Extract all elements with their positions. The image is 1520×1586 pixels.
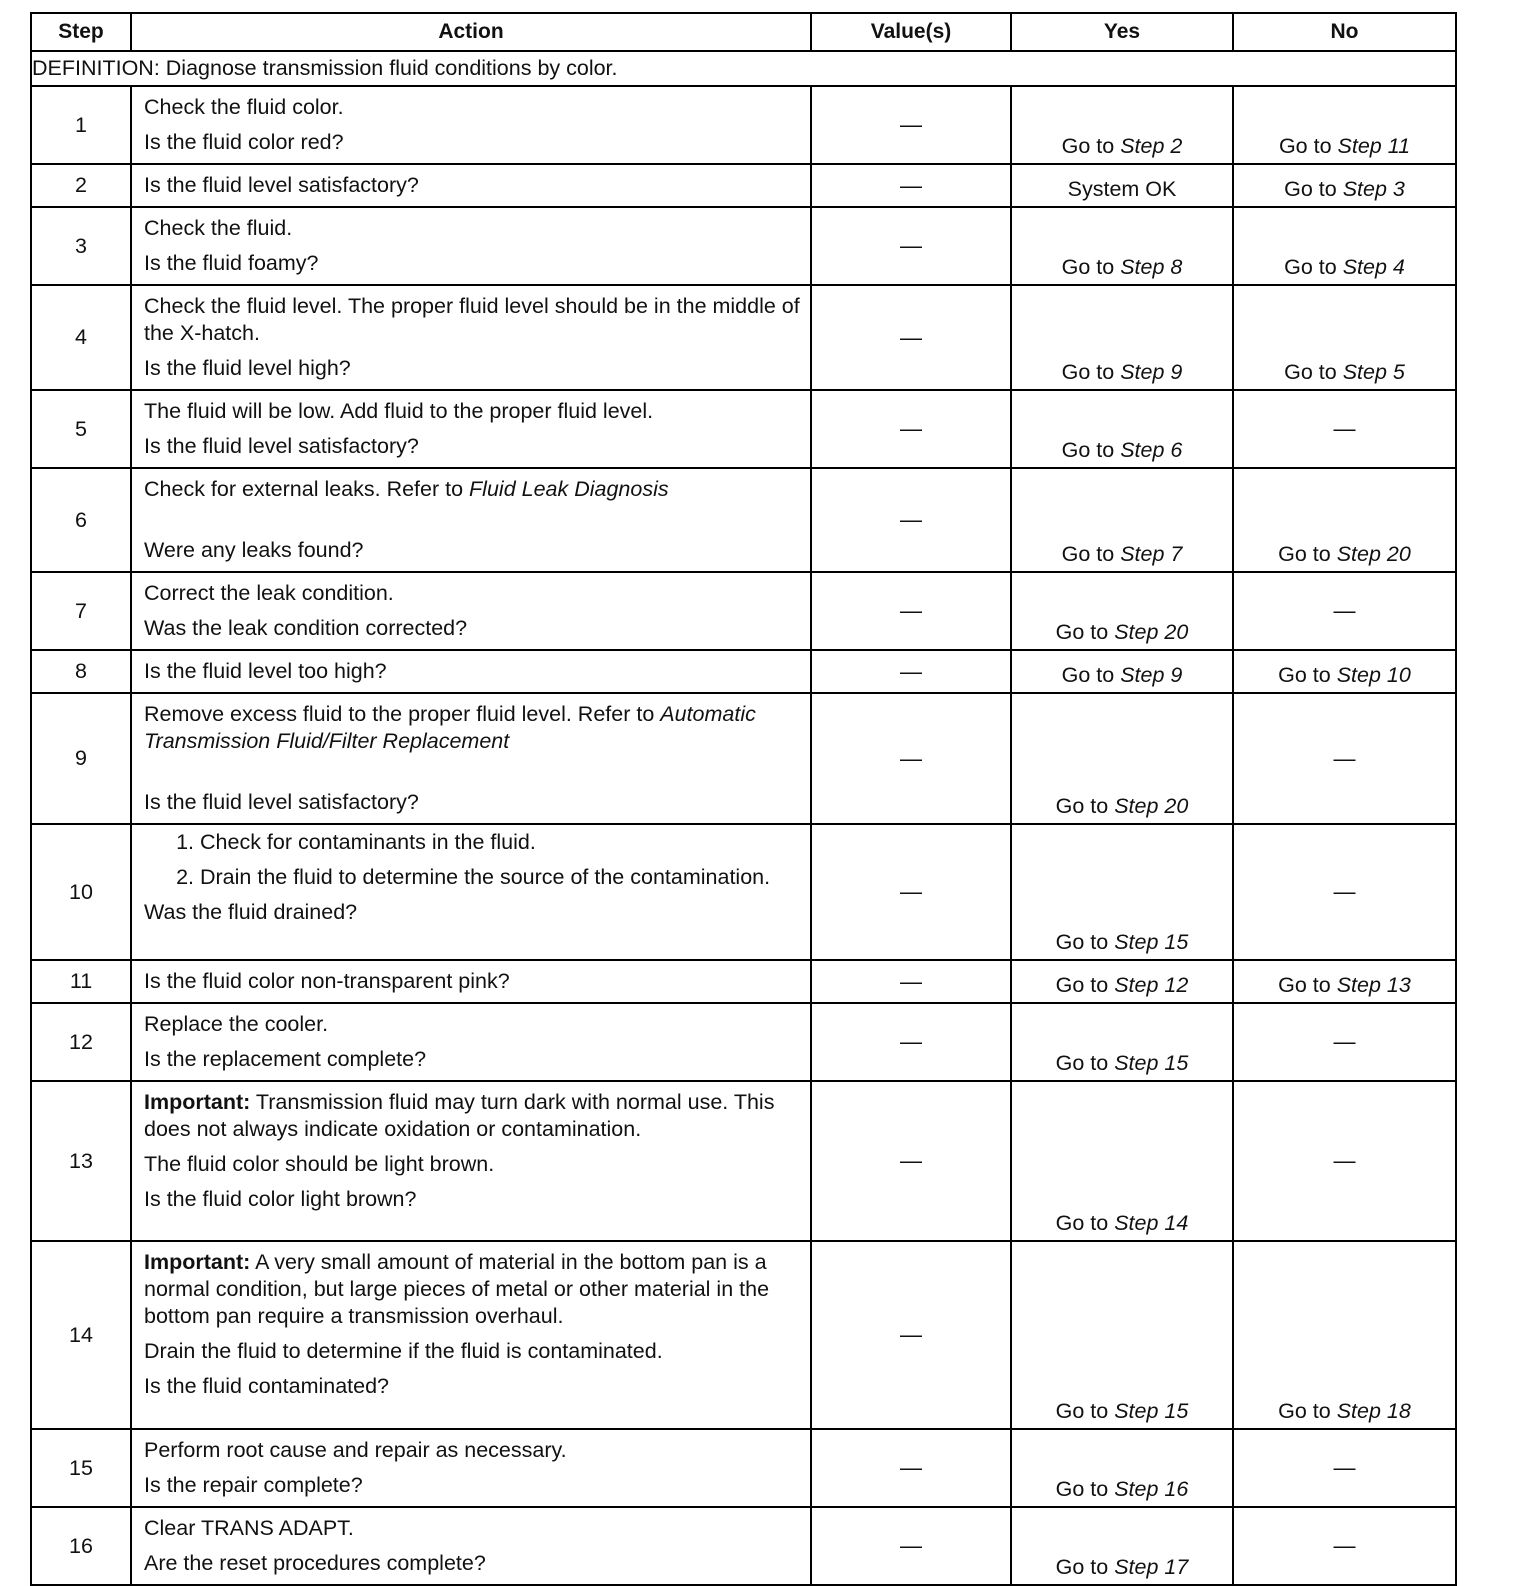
- action-cell: [131, 824, 811, 960]
- step-number: 11: [31, 960, 131, 1003]
- step-reference: Step 13: [1336, 973, 1411, 997]
- definition-text: DEFINITION: Diagnose transmission fluid conditions by color.: [31, 51, 1456, 86]
- step-reference: Step 20: [1114, 620, 1189, 644]
- header-action: Action: [131, 13, 811, 51]
- table-row: [31, 164, 1456, 207]
- yes-cell: [1011, 207, 1233, 285]
- action-instruction: [144, 293, 800, 347]
- go-to-label: Go to: [1278, 1399, 1337, 1423]
- value-cell: —: [811, 390, 1011, 468]
- yes-cell: [1011, 285, 1233, 390]
- no-cell: [1233, 468, 1456, 572]
- action-question: Is the fluid level high?: [144, 356, 351, 380]
- table-row: [31, 960, 1456, 1003]
- go-to-label: Go to: [1061, 542, 1121, 566]
- value-cell: —: [811, 1507, 1011, 1585]
- action-cell: [131, 1081, 811, 1241]
- action-question: Was the fluid drained?: [144, 900, 358, 924]
- reference-link: Fluid Leak Diagnosis: [469, 477, 669, 501]
- spacer: [144, 506, 800, 534]
- action-question: Is the fluid color red?: [144, 130, 344, 154]
- yes-go-to: [1056, 794, 1189, 818]
- go-to-label: Go to: [1055, 973, 1115, 997]
- step-number: 5: [31, 390, 131, 468]
- value-cell: —: [811, 1081, 1011, 1241]
- instruction-text: The fluid will be low. Add fluid to the proper fluid level.: [144, 399, 654, 423]
- action-list-item: 1. Check for contaminants in the fluid.: [200, 829, 800, 856]
- action-cell: [131, 285, 811, 390]
- table-row: [31, 824, 1456, 960]
- yes-cell: [1011, 1003, 1233, 1081]
- go-to-label: Go to: [1278, 134, 1338, 158]
- action-instruction: [144, 476, 800, 503]
- yes-cell: [1011, 86, 1233, 164]
- no-cell: —: [1233, 693, 1456, 824]
- value-cell: —: [811, 1003, 1011, 1081]
- action-cell: [131, 468, 811, 572]
- no-go-to: [1278, 663, 1411, 687]
- action-instruction: [144, 1437, 800, 1464]
- important-note: [144, 1249, 800, 1330]
- value-cell: —: [811, 468, 1011, 572]
- table-row: [31, 650, 1456, 693]
- value-cell: —: [811, 693, 1011, 824]
- instruction-text: Replace the cooler.: [144, 1012, 329, 1036]
- go-to-label: Go to: [1061, 438, 1121, 462]
- action-question: Is the fluid level satisfactory?: [144, 434, 419, 458]
- step-number: 1: [31, 86, 131, 164]
- step-number: 3: [31, 207, 131, 285]
- instruction-text: Drain the fluid to determine if the fluid is contaminated.: [144, 1339, 663, 1363]
- no-go-to: [1279, 134, 1410, 158]
- yes-cell: [1011, 824, 1233, 960]
- spacer: [144, 758, 800, 786]
- action-question: Is the replacement complete?: [144, 1047, 427, 1071]
- step-reference: Step 15: [1114, 930, 1189, 954]
- yes-cell: [1011, 960, 1233, 1003]
- no-cell: [1233, 1241, 1456, 1429]
- step-reference: Step 12: [1114, 973, 1189, 997]
- no-cell: —: [1233, 1003, 1456, 1081]
- yes-result: System OK: [1067, 177, 1177, 201]
- reference-link: Automatic Transmission Fluid/Filter Replacement: [144, 702, 756, 753]
- step-reference: Step 16: [1114, 1477, 1189, 1501]
- step-reference: Step 15: [1114, 1051, 1189, 1075]
- instruction-text: The fluid color should be light brown.: [144, 1152, 495, 1176]
- action-cell: [131, 207, 811, 285]
- action-instruction: [144, 215, 800, 242]
- no-go-to: [1278, 1399, 1411, 1423]
- action-question: Is the fluid level too high?: [144, 659, 387, 683]
- step-number: 15: [31, 1429, 131, 1507]
- definition-row: [31, 51, 1456, 86]
- yes-cell: [1011, 693, 1233, 824]
- header-row: [31, 13, 1456, 51]
- action-list: [144, 829, 800, 891]
- yes-cell: [1011, 572, 1233, 650]
- step-reference: Step 9: [1120, 663, 1183, 687]
- action-question: Is the fluid contaminated?: [144, 1374, 390, 1398]
- go-to-label: Go to: [1055, 620, 1115, 644]
- step-number: 13: [31, 1081, 131, 1241]
- no-cell: —: [1233, 1429, 1456, 1507]
- yes-go-to: [1062, 438, 1183, 462]
- yes-cell: [1011, 468, 1233, 572]
- no-cell: [1233, 207, 1456, 285]
- yes-go-to: [1056, 1555, 1189, 1579]
- step-number: 2: [31, 164, 131, 207]
- action-question: Is the fluid color non-transparent pink?: [144, 969, 510, 993]
- yes-go-to: [1062, 255, 1183, 279]
- table-row: [31, 1003, 1456, 1081]
- instruction-text: Check the fluid.: [144, 216, 293, 240]
- no-go-to: [1284, 177, 1405, 201]
- table-row: [31, 572, 1456, 650]
- action-instruction: [144, 398, 800, 425]
- table-row: [31, 390, 1456, 468]
- yes-go-to: [1062, 134, 1183, 158]
- no-cell: [1233, 650, 1456, 693]
- important-label: Important:: [144, 1250, 251, 1274]
- header-yes: Yes: [1011, 13, 1233, 51]
- step-reference: Step 20: [1114, 794, 1189, 818]
- go-to-label: Go to: [1055, 1477, 1115, 1501]
- no-cell: —: [1233, 1507, 1456, 1585]
- table-row: [31, 86, 1456, 164]
- action-instruction: [144, 1011, 800, 1038]
- go-to-label: Go to: [1055, 794, 1115, 818]
- yes-go-to: [1062, 542, 1183, 566]
- yes-go-to: [1062, 360, 1183, 384]
- no-cell: [1233, 164, 1456, 207]
- value-cell: —: [811, 1429, 1011, 1507]
- action-cell: [131, 1429, 811, 1507]
- yes-go-to: [1056, 973, 1189, 997]
- header-values: Value(s): [811, 13, 1011, 51]
- value-cell: —: [811, 1241, 1011, 1429]
- action-cell: [131, 390, 811, 468]
- step-reference: Step 4: [1342, 255, 1405, 279]
- yes-cell: [1011, 1507, 1233, 1585]
- step-number: 4: [31, 285, 131, 390]
- action-cell: [131, 86, 811, 164]
- action-cell: [131, 1241, 811, 1429]
- no-cell: —: [1233, 824, 1456, 960]
- step-reference: Step 17: [1114, 1555, 1189, 1579]
- yes-go-to: [1056, 1477, 1189, 1501]
- go-to-label: Go to: [1055, 1399, 1115, 1423]
- go-to-label: Go to: [1061, 663, 1121, 687]
- no-cell: —: [1233, 572, 1456, 650]
- no-cell: [1233, 285, 1456, 390]
- step-reference: Step 18: [1336, 1399, 1411, 1423]
- go-to-label: Go to: [1284, 177, 1343, 201]
- step-number: 16: [31, 1507, 131, 1585]
- yes-cell: [1011, 390, 1233, 468]
- action-question: Is the fluid foamy?: [144, 251, 319, 275]
- no-go-to: [1278, 973, 1411, 997]
- step-reference: Step 6: [1120, 438, 1183, 462]
- instruction-text: Perform root cause and repair as necessary.: [144, 1438, 567, 1462]
- instruction-text: Check the fluid level. The proper fluid level should be in the middle of the X-hatch.: [144, 294, 800, 345]
- step-reference: Step 9: [1120, 360, 1183, 384]
- value-cell: —: [811, 572, 1011, 650]
- action-cell: [131, 650, 811, 693]
- step-reference: Step 20: [1336, 542, 1411, 566]
- no-cell: [1233, 960, 1456, 1003]
- value-cell: —: [811, 164, 1011, 207]
- step-number: 7: [31, 572, 131, 650]
- step-number: 14: [31, 1241, 131, 1429]
- action-cell: [131, 960, 811, 1003]
- yes-cell: [1011, 164, 1233, 207]
- step-number: 6: [31, 468, 131, 572]
- go-to-label: Go to: [1284, 360, 1343, 384]
- yes-go-to: [1056, 620, 1189, 644]
- yes-go-to: [1056, 930, 1189, 954]
- action-instruction: [144, 1338, 800, 1365]
- action-cell: [131, 693, 811, 824]
- step-number: 8: [31, 650, 131, 693]
- table-row: [31, 1507, 1456, 1585]
- action-list-item: 2. Drain the fluid to determine the source of the contamination.: [200, 864, 800, 891]
- go-to-label: Go to: [1061, 360, 1121, 384]
- value-cell: —: [811, 650, 1011, 693]
- value-cell: —: [811, 86, 1011, 164]
- header-no: No: [1233, 13, 1456, 51]
- table-row: [31, 1429, 1456, 1507]
- yes-cell: [1011, 1081, 1233, 1241]
- important-label: Important:: [144, 1090, 251, 1114]
- table-row: [31, 1081, 1456, 1241]
- important-text: Transmission fluid may turn dark with normal use. This does not always indicate oxidation or contamination.: [144, 1090, 775, 1141]
- yes-cell: [1011, 1241, 1233, 1429]
- go-to-label: Go to: [1284, 255, 1343, 279]
- yes-cell: [1011, 1429, 1233, 1507]
- action-cell: [131, 572, 811, 650]
- step-reference: Step 15: [1114, 1399, 1189, 1423]
- step-reference: Step 3: [1342, 177, 1405, 201]
- go-to-label: Go to: [1055, 1211, 1115, 1235]
- step-number: 9: [31, 693, 131, 824]
- yes-go-to: [1062, 663, 1183, 687]
- value-cell: —: [811, 960, 1011, 1003]
- action-question: Is the fluid level satisfactory?: [144, 790, 419, 814]
- instruction-text: Clear TRANS ADAPT.: [144, 1516, 354, 1540]
- step-reference: Step 10: [1336, 663, 1411, 687]
- go-to-label: Go to: [1061, 134, 1121, 158]
- table-row: [31, 468, 1456, 572]
- go-to-label: Go to: [1278, 542, 1337, 566]
- go-to-label: Go to: [1278, 663, 1337, 687]
- table-row: [31, 207, 1456, 285]
- action-instruction: [144, 580, 800, 607]
- no-cell: —: [1233, 1081, 1456, 1241]
- step-reference: Step 2: [1120, 134, 1183, 158]
- header-step: Step: [31, 13, 131, 51]
- action-question: Was the leak condition corrected?: [144, 616, 468, 640]
- value-cell: —: [811, 824, 1011, 960]
- go-to-label: Go to: [1055, 1051, 1115, 1075]
- no-cell: —: [1233, 390, 1456, 468]
- step-reference: Step 14: [1114, 1211, 1189, 1235]
- action-instruction: [144, 1515, 800, 1542]
- instruction-text: Check the fluid color.: [144, 95, 344, 119]
- step-reference: Step 11: [1337, 134, 1411, 158]
- instruction-text: Check for external leaks. Refer to: [144, 477, 464, 501]
- yes-go-to: [1056, 1051, 1189, 1075]
- go-to-label: Go to: [1278, 973, 1337, 997]
- go-to-label: Go to: [1061, 255, 1121, 279]
- value-cell: —: [811, 207, 1011, 285]
- yes-go-to: [1056, 1211, 1189, 1235]
- important-text: A very small amount of material in the bottom pan is a normal condition, but large pieces of metal or other material in the bottom pan require a transmission overhaul.: [144, 1250, 770, 1328]
- action-question: Is the repair complete?: [144, 1473, 363, 1497]
- diagnostic-table: [30, 12, 1457, 1586]
- important-note: [144, 1089, 800, 1143]
- action-question: Is the fluid color light brown?: [144, 1187, 417, 1211]
- no-go-to: [1284, 360, 1405, 384]
- no-go-to: [1284, 255, 1405, 279]
- action-question: Were any leaks found?: [144, 538, 364, 562]
- action-instruction: [144, 701, 800, 755]
- go-to-label: Go to: [1055, 1555, 1115, 1579]
- instruction-text: Remove excess fluid to the proper fluid level. Refer to: [144, 702, 655, 726]
- step-number: 12: [31, 1003, 131, 1081]
- action-cell: [131, 164, 811, 207]
- step-reference: Step 5: [1342, 360, 1405, 384]
- step-reference: Step 8: [1120, 255, 1183, 279]
- action-instruction: [144, 94, 800, 121]
- yes-go-to: [1056, 1399, 1189, 1423]
- action-cell: [131, 1507, 811, 1585]
- table-row: [31, 693, 1456, 824]
- table-row: [31, 285, 1456, 390]
- yes-cell: [1011, 650, 1233, 693]
- value-cell: —: [811, 285, 1011, 390]
- no-cell: [1233, 86, 1456, 164]
- table-row: [31, 1241, 1456, 1429]
- action-instruction: [144, 1151, 800, 1178]
- action-cell: [131, 1003, 811, 1081]
- instruction-text: Correct the leak condition.: [144, 581, 394, 605]
- action-question: Is the fluid level satisfactory?: [144, 173, 419, 197]
- no-go-to: [1278, 542, 1411, 566]
- action-question: Are the reset procedures complete?: [144, 1551, 486, 1575]
- step-reference: Step 7: [1120, 542, 1183, 566]
- step-number: 10: [31, 824, 131, 960]
- go-to-label: Go to: [1055, 930, 1115, 954]
